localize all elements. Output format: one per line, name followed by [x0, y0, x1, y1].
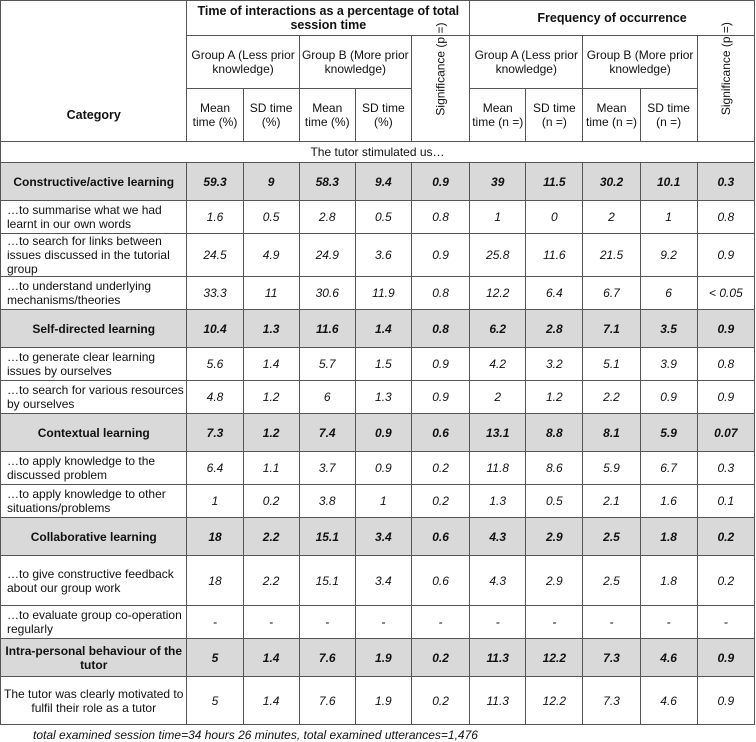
- row-value: 2.9: [526, 518, 583, 556]
- table-row: [1, 381, 755, 414]
- row-value: -: [640, 606, 697, 639]
- row-value: 0.6: [411, 414, 469, 452]
- row-value: 0.9: [411, 348, 469, 381]
- row-value: 39: [470, 163, 526, 201]
- row-value: 3.4: [355, 518, 411, 556]
- row-label: The tutor was clearly motivated to fulfil their role as a tutor: [1, 677, 187, 725]
- row-value: 5: [187, 639, 243, 677]
- row-value: 0.9: [355, 452, 411, 485]
- row-value: 9.2: [640, 234, 697, 277]
- row-value: 11.6: [299, 310, 355, 348]
- row-value: 1.9: [355, 639, 411, 677]
- time-header: Time of interactions as a percentage of total session time: [187, 1, 470, 36]
- row-value: 1.4: [243, 677, 299, 725]
- row-value: 15.1: [299, 556, 355, 606]
- row-value: 2.8: [526, 310, 583, 348]
- row-value: 10.1: [640, 163, 697, 201]
- row-value: 4.2: [470, 348, 526, 381]
- row-value: 1.2: [526, 381, 583, 414]
- row-value: 0.8: [411, 201, 469, 234]
- row-label: …to summarise what we had learnt in our own words: [1, 201, 187, 234]
- footer-note: total examined session time=34 hours 26 minutes, total examined utterances=1,476: [33, 728, 478, 742]
- row-value: 12.2: [526, 639, 583, 677]
- mean-time-n-header: Mean time (n =): [470, 89, 526, 142]
- row-value: 1.3: [355, 381, 411, 414]
- stimulated-row: The tutor stimulated us…: [1, 142, 755, 163]
- row-value: 0.9: [411, 234, 469, 277]
- row-value: 0.8: [697, 201, 754, 234]
- row-value: 1.4: [243, 639, 299, 677]
- row-value: -: [411, 606, 469, 639]
- row-value: -: [583, 606, 640, 639]
- row-value: 6.7: [640, 452, 697, 485]
- row-label: …to understand underlying mechanisms/theories: [1, 277, 187, 310]
- table-row: [1, 485, 755, 518]
- row-value: 11.6: [526, 234, 583, 277]
- row-value: 2.5: [583, 518, 640, 556]
- row-value: -: [355, 606, 411, 639]
- row-value: 0.9: [697, 677, 754, 725]
- row-value: 7.1: [583, 310, 640, 348]
- row-value: 3.4: [355, 556, 411, 606]
- row-value: 3.6: [355, 234, 411, 277]
- row-value: 24.5: [187, 234, 243, 277]
- row-value: 2.9: [526, 556, 583, 606]
- row-value: 2.8: [299, 201, 355, 234]
- mean-time-pct-header: Mean time (%): [187, 89, 243, 142]
- row-value: -: [470, 606, 526, 639]
- frequency-header: Frequency of occurrence: [470, 1, 755, 36]
- table-row: [1, 277, 755, 310]
- row-value: 0.5: [243, 201, 299, 234]
- row-value: 1.5: [355, 348, 411, 381]
- table-row: [1, 348, 755, 381]
- table-row: [1, 606, 755, 639]
- row-value: 1: [640, 201, 697, 234]
- time-significance-header: Significance (p =): [411, 36, 469, 142]
- table-row: [1, 414, 755, 452]
- row-value: 0.9: [411, 163, 469, 201]
- row-value: 1.3: [470, 485, 526, 518]
- row-value: 2.5: [583, 556, 640, 606]
- row-value: 0.1: [697, 485, 754, 518]
- category-header: Category: [1, 1, 187, 142]
- row-value: 11: [243, 277, 299, 310]
- row-value: 0.2: [411, 452, 469, 485]
- sd-time-n-header: SD time (n =): [640, 89, 697, 142]
- row-value: 0.2: [243, 485, 299, 518]
- row-value: 5.9: [640, 414, 697, 452]
- freq-group-a-header: Group A (Less prior knowledge): [470, 36, 583, 89]
- row-value: 21.5: [583, 234, 640, 277]
- row-value: 2: [470, 381, 526, 414]
- row-value: 0.9: [355, 414, 411, 452]
- row-value: 5.9: [583, 452, 640, 485]
- row-value: 25.8: [470, 234, 526, 277]
- row-label: …to search for various resources by ourselves: [1, 381, 187, 414]
- row-value: < 0.05: [697, 277, 754, 310]
- row-value: 0.8: [411, 277, 469, 310]
- row-value: 0.2: [411, 485, 469, 518]
- row-value: 3.7: [299, 452, 355, 485]
- row-label: …to evaluate group co-operation regularly: [1, 606, 187, 639]
- row-value: 6: [640, 277, 697, 310]
- row-value: 11.3: [470, 639, 526, 677]
- row-value: -: [697, 606, 754, 639]
- row-value: 8.6: [526, 452, 583, 485]
- row-value: 33.3: [187, 277, 243, 310]
- row-label: …to generate clear learning issues by ourselves: [1, 348, 187, 381]
- row-value: 1: [355, 485, 411, 518]
- table-row: [1, 518, 755, 556]
- row-value: 15.1: [299, 518, 355, 556]
- row-label: Constructive/active learning: [1, 163, 187, 201]
- mean-time-pct-header: Mean time (%): [299, 89, 355, 142]
- row-value: 1: [470, 201, 526, 234]
- row-value: 0.2: [411, 677, 469, 725]
- row-value: 1.2: [243, 414, 299, 452]
- row-value: 1.8: [640, 518, 697, 556]
- sd-time-pct-header: SD time (%): [355, 89, 411, 142]
- row-value: 11.8: [470, 452, 526, 485]
- row-value: 6.4: [187, 452, 243, 485]
- row-label: …to apply knowledge to the discussed problem: [1, 452, 187, 485]
- row-value: 18: [187, 556, 243, 606]
- row-value: 8.1: [583, 414, 640, 452]
- row-value: 24.9: [299, 234, 355, 277]
- row-value: 4.6: [640, 639, 697, 677]
- table-row: [1, 677, 755, 725]
- row-value: -: [187, 606, 243, 639]
- row-value: 0.9: [640, 381, 697, 414]
- row-value: 18: [187, 518, 243, 556]
- row-value: 0.5: [355, 201, 411, 234]
- sd-time-n-header: SD time (n =): [526, 89, 583, 142]
- row-value: 30.6: [299, 277, 355, 310]
- row-value: 1.3: [243, 310, 299, 348]
- table-row: [1, 556, 755, 606]
- row-value: 0.9: [697, 234, 754, 277]
- row-value: 9: [243, 163, 299, 201]
- row-value: 8.8: [526, 414, 583, 452]
- table-row: [1, 234, 755, 277]
- row-value: 1.6: [187, 201, 243, 234]
- row-value: 5.1: [583, 348, 640, 381]
- row-value: 11.3: [470, 677, 526, 725]
- row-value: 58.3: [299, 163, 355, 201]
- row-value: 0.07: [697, 414, 754, 452]
- row-label: Intra-personal behaviour of the tutor: [1, 639, 187, 677]
- time-group-b-header: Group B (More prior knowledge): [299, 36, 411, 89]
- row-value: 11.9: [355, 277, 411, 310]
- row-value: 12.2: [470, 277, 526, 310]
- row-value: 2.1: [583, 485, 640, 518]
- row-value: 2.2: [243, 518, 299, 556]
- row-value: -: [299, 606, 355, 639]
- row-value: 12.2: [526, 677, 583, 725]
- row-value: 5: [187, 677, 243, 725]
- row-value: 4.3: [470, 518, 526, 556]
- row-label: …to apply knowledge to other situations/problems: [1, 485, 187, 518]
- row-value: 3.8: [299, 485, 355, 518]
- row-value: 1.8: [640, 556, 697, 606]
- sd-time-pct-header: SD time (%): [243, 89, 299, 142]
- row-value: 7.3: [583, 677, 640, 725]
- row-value: 0.6: [411, 556, 469, 606]
- row-value: 7.6: [299, 639, 355, 677]
- row-value: 6.7: [583, 277, 640, 310]
- row-value: 2.2: [243, 556, 299, 606]
- freq-group-b-header: Group B (More prior knowledge): [583, 36, 697, 89]
- row-value: 7.3: [583, 639, 640, 677]
- row-value: 0.6: [411, 518, 469, 556]
- row-value: 1.4: [355, 310, 411, 348]
- row-value: -: [243, 606, 299, 639]
- row-value: 1.9: [355, 677, 411, 725]
- row-value: 0.5: [526, 485, 583, 518]
- row-value: 0.3: [697, 452, 754, 485]
- row-value: 6.4: [526, 277, 583, 310]
- row-value: 30.2: [583, 163, 640, 201]
- table-row: [1, 310, 755, 348]
- row-value: 13.1: [470, 414, 526, 452]
- row-value: 2: [583, 201, 640, 234]
- row-label: …to give constructive feedback about our group work: [1, 556, 187, 606]
- row-value: 1.2: [243, 381, 299, 414]
- row-value: 0.9: [411, 381, 469, 414]
- row-value: 11.5: [526, 163, 583, 201]
- time-group-a-header: Group A (Less prior knowledge): [187, 36, 299, 89]
- row-value: 0.9: [697, 310, 754, 348]
- row-value: 1.6: [640, 485, 697, 518]
- table-row: [1, 201, 755, 234]
- row-value: 3.2: [526, 348, 583, 381]
- row-value: 0.2: [411, 639, 469, 677]
- row-value: 3.5: [640, 310, 697, 348]
- row-value: 2.2: [583, 381, 640, 414]
- row-value: 5.6: [187, 348, 243, 381]
- row-value: 4.3: [470, 556, 526, 606]
- row-value: 0: [526, 201, 583, 234]
- row-value: 6: [299, 381, 355, 414]
- row-value: 7.4: [299, 414, 355, 452]
- row-value: 4.9: [243, 234, 299, 277]
- mean-time-n-header: Mean time (n =): [583, 89, 640, 142]
- table-row: [1, 452, 755, 485]
- row-value: 0.8: [411, 310, 469, 348]
- row-value: 4.6: [640, 677, 697, 725]
- row-value: 0.9: [697, 639, 754, 677]
- row-label: Contextual learning: [1, 414, 187, 452]
- row-value: 0.8: [697, 348, 754, 381]
- row-value: 1: [187, 485, 243, 518]
- row-value: 10.4: [187, 310, 243, 348]
- row-value: 3.9: [640, 348, 697, 381]
- row-value: 4.8: [187, 381, 243, 414]
- freq-significance-header: Significance (p =): [697, 36, 754, 142]
- row-value: 0.2: [697, 556, 754, 606]
- table-row: [1, 163, 755, 201]
- row-value: 59.3: [187, 163, 243, 201]
- row-label: Collaborative learning: [1, 518, 187, 556]
- row-value: 0.2: [697, 518, 754, 556]
- row-value: 5.7: [299, 348, 355, 381]
- row-value: 7.6: [299, 677, 355, 725]
- row-value: 0.9: [697, 381, 754, 414]
- row-value: 1.1: [243, 452, 299, 485]
- table-row: [1, 639, 755, 677]
- row-value: 1.4: [243, 348, 299, 381]
- row-value: 9.4: [355, 163, 411, 201]
- row-value: 6.2: [470, 310, 526, 348]
- row-label: Self-directed learning: [1, 310, 187, 348]
- row-label: …to search for links between issues discussed in the tutorial group: [1, 234, 187, 277]
- row-value: 0.3: [697, 163, 754, 201]
- row-value: 7.3: [187, 414, 243, 452]
- row-value: -: [526, 606, 583, 639]
